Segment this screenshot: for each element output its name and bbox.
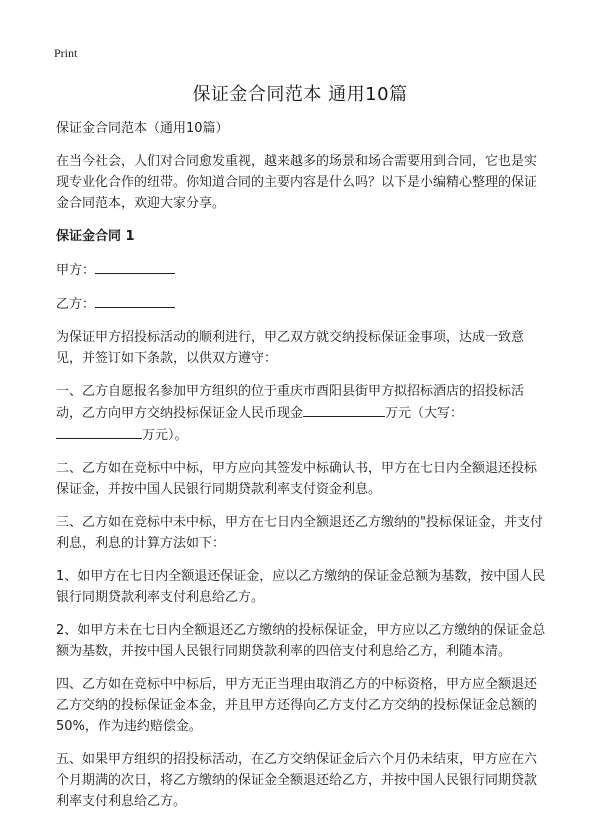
- clause-3-2: 2、如甲方未在七日内全额退还乙方缴纳的投标保证金，甲方应以乙方缴纳的保证金总额为基数，并按中国人民银行同期贷款利率的四倍支付利息给乙方，利随本清。: [56, 623, 546, 659]
- preamble-paragraph: 为保证甲方招投标活动的顺利进行，甲乙双方就交纳投标保证金事项，达成一致意见，并签订如下条款，以供双方遵守：: [56, 330, 525, 366]
- amount-blank: [303, 402, 385, 417]
- party-a-label: 甲方：: [56, 263, 96, 278]
- clause-3: 三、乙方如在竞标中未中标，甲方在七日内全额退还乙方缴纳的"投标保证金，并支付利息，利息的计算方法如下：: [56, 515, 543, 551]
- party-b-blank: [95, 293, 175, 308]
- amount-uppercase-blank: [56, 424, 142, 439]
- clause-4: 四、乙方如在竞标中中标后，甲方无正当理由取消乙方的中标资格，甲方应全额退还乙方交纳的投标保证金本金，并且甲方还得向乙方支付乙方交纳的投标保证金总额的50%，作为违约赔偿金。: [56, 677, 538, 734]
- clause-1-text-b: 万元（大写：: [385, 406, 464, 421]
- clause-3-1: 1、如甲方在七日内全额退还保证金，应以乙方缴纳的保证金总额为基数，按中国人民银行同期贷款利率支付利息给乙方。: [56, 569, 546, 605]
- print-link[interactable]: Print: [54, 46, 78, 60]
- intro-paragraph: 在当今社会，人们对合同愈发重视，越来越多的场景和场合需要用到合同，它也是实现专业化合作的纽带。你知道合同的主要内容是什么吗？以下是小编精心整理的保证金合同范本，欢迎大家分享。: [56, 154, 538, 211]
- clause-1-text-c: 万元）。: [142, 428, 188, 443]
- page-title: 保证金合同范本 通用10篇: [192, 84, 408, 105]
- clause-5: 五、如果甲方组织的招投标活动，在乙方交纳保证金后六个月仍未结束，甲方应在六个月期满的次日，将乙方缴纳的保证金全额退还给乙方，并按中国人民银行同期贷款利率支付利息给乙方。: [56, 752, 538, 809]
- party-b-label: 乙方：: [56, 297, 96, 312]
- clause-2: 二、乙方如在竞标中中标，甲方应向其签发中标确认书，甲方在七日内全额退还投标保证金，并按中国人民银行同期贷款利率支付资金利息。: [56, 461, 538, 497]
- party-b-field: [56, 293, 548, 315]
- clause-1: [56, 381, 548, 446]
- party-a-field: [56, 259, 548, 281]
- document-body: [56, 118, 548, 824]
- party-a-blank: [95, 259, 175, 274]
- document-subtitle: 保证金合同范本（通用10篇）: [56, 121, 229, 136]
- section-heading: 保证金合同 1: [56, 229, 135, 244]
- clause-1-text-a: 一、乙方自愿报名参加甲方组织的位于重庆市酉阳县街甲方拟招标酒店的招投标活动，乙方向甲方交纳投标保证金人民币现金: [56, 384, 525, 421]
